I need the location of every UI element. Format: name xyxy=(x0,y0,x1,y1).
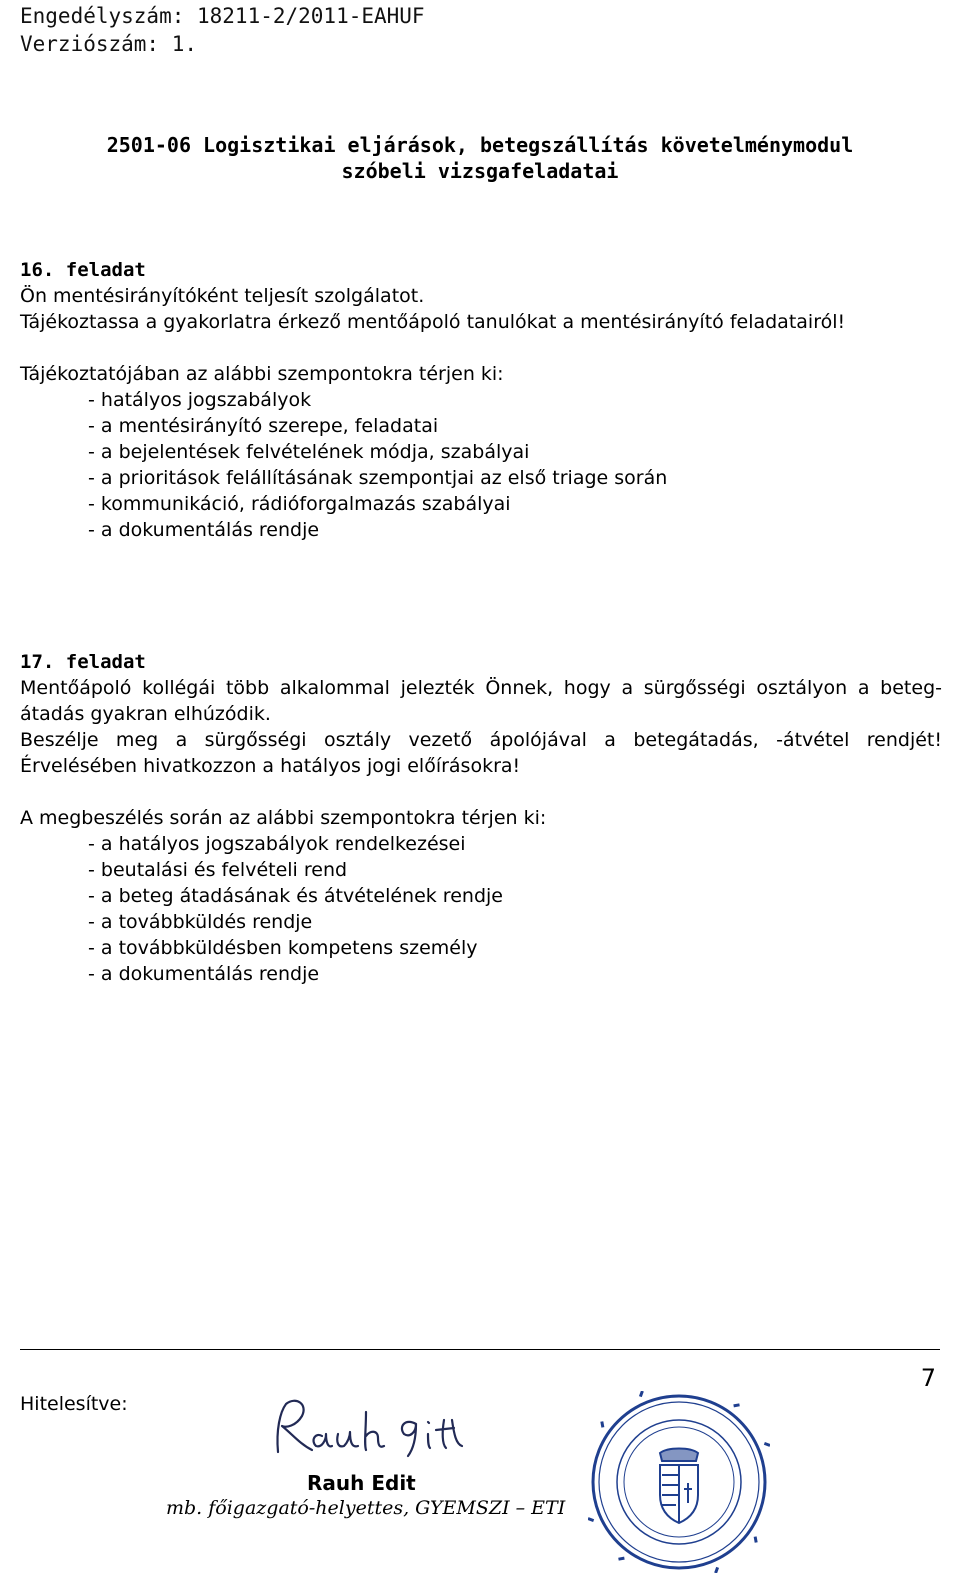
handwritten-signature xyxy=(266,1390,476,1470)
license-number: Engedélyszám: 18211-2/2011-EAHUF xyxy=(20,4,425,28)
signer-title: mb. főigazgató-helyettes, GYEMSZI – ETI xyxy=(166,1497,566,1519)
page-number: 7 xyxy=(920,1364,936,1392)
task-17-paragraph: Beszélje meg a sürgősségi osztály vezető ápolójával a betegátadás, -átvétel rendjét! Érvelésében hivatkozzon a hatályos jogi előírásokra! xyxy=(20,729,942,777)
module-title-line1: 2501-06 Logisztikai eljárások, betegszállítás követelménymodul xyxy=(106,133,854,157)
list-item: - a bejelentések felvételének módja, szabályai xyxy=(88,441,530,463)
version-number: Verziószám: 1. xyxy=(20,32,198,56)
task-17-intro: A megbeszélés során az alábbi szempontokra térjen ki: xyxy=(20,807,547,829)
module-title-line2: szóbeli vizsgafeladatai xyxy=(341,159,619,183)
list-item: - a dokumentálás rendje xyxy=(88,519,320,541)
list-item: - a továbbküldés rendje xyxy=(88,911,313,933)
task-17-paragraph: Mentőápoló kollégái több alkalommal jelezték Önnek, hogy a sürgősségi osztályon a beteg-átadás gyakran elhúzódik. xyxy=(20,677,942,725)
list-item: - a dokumentálás rendje xyxy=(88,963,320,985)
task-16-line: Tájékoztassa a gyakorlatra érkező mentőápoló tanulókat a mentésirányító feladatairól! xyxy=(20,311,846,333)
list-item: - kommunikáció, rádióforgalmazás szabályai xyxy=(88,493,511,515)
task-17 xyxy=(20,649,942,987)
footer-divider xyxy=(20,1349,940,1350)
task-17-heading: 17. feladat xyxy=(20,651,146,673)
certified-label: Hitelesítve: xyxy=(20,1393,128,1415)
task-16-intro: Tájékoztatójában az alábbi szempontokra térjen ki: xyxy=(20,363,504,385)
list-item: - a prioritások felállításának szempontjai az első triage során xyxy=(88,467,668,489)
task-16 xyxy=(20,257,942,543)
list-item: - beutalási és felvételi rend xyxy=(88,859,348,881)
signer-name: Rauh Edit xyxy=(307,1471,416,1495)
task-16-line: Ön mentésirányítóként teljesít szolgálatot. xyxy=(20,285,425,307)
official-seal-stamp xyxy=(588,1391,770,1573)
list-item: - hatályos jogszabályok xyxy=(88,389,312,411)
list-item: - a mentésirányító szerepe, feladatai xyxy=(88,415,439,437)
task-16-points xyxy=(20,387,942,543)
task-17-points xyxy=(20,831,942,987)
list-item: - a beteg átadásának és átvételének rendje xyxy=(88,885,503,907)
list-item: - a továbbküldésben kompetens személy xyxy=(88,937,478,959)
list-item: - a hatályos jogszabályok rendelkezései xyxy=(88,833,466,855)
task-16-heading: 16. feladat xyxy=(20,259,146,281)
